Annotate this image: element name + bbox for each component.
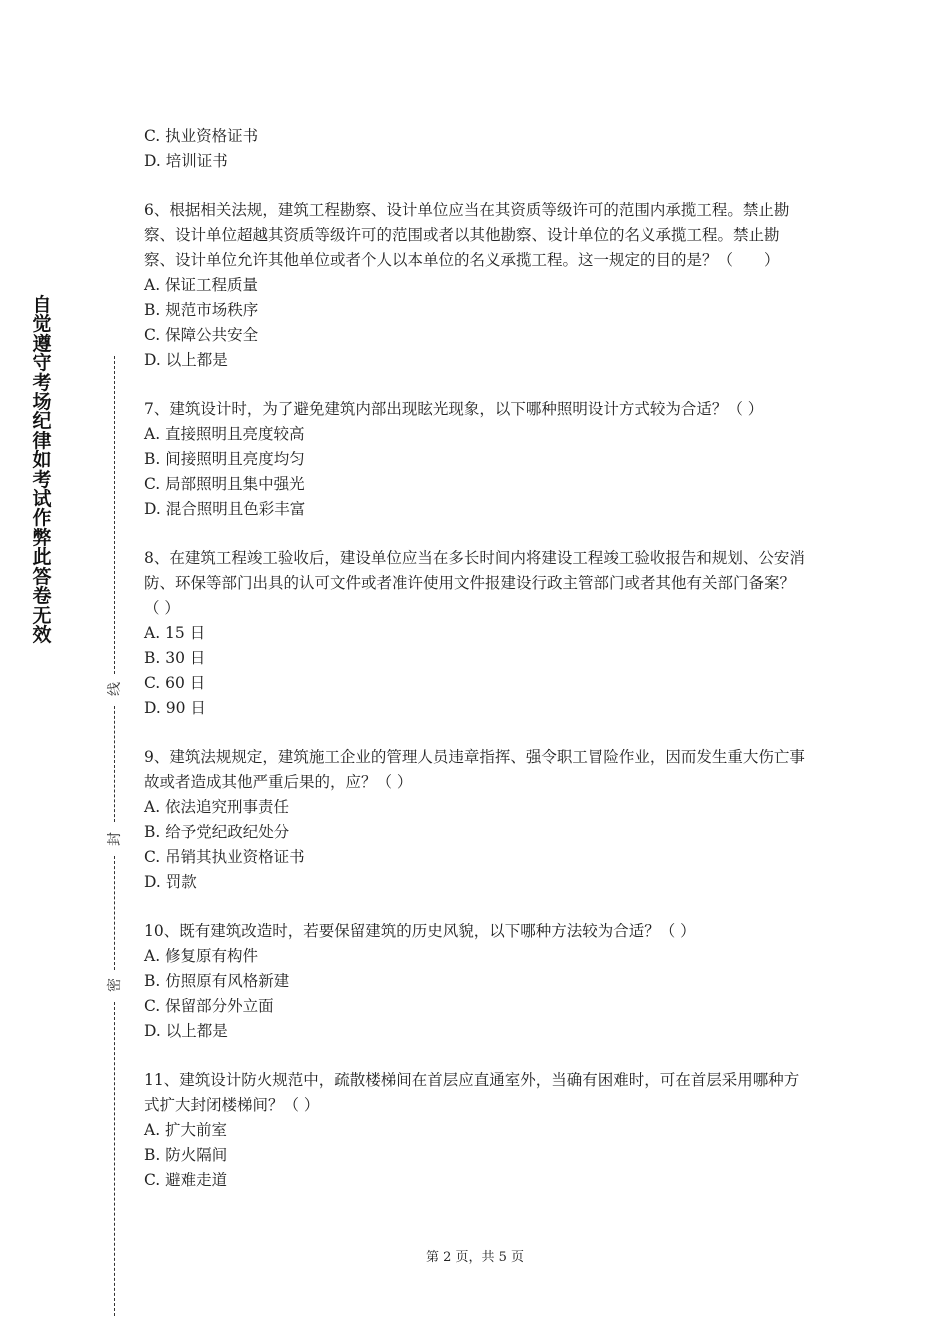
option: D. 培训证书 bbox=[144, 152, 228, 170]
question-7: 7、建筑设计时，为了避免建筑内部出现眩光现象，以下哪种照明设计方式较为合适？（ ） bbox=[144, 400, 764, 418]
binding-line-segment bbox=[114, 356, 115, 674]
option: B. 规范市场秩序 bbox=[144, 301, 259, 319]
option: D. 混合照明且色彩丰富 bbox=[144, 500, 306, 518]
option: B. 防火隔间 bbox=[144, 1146, 228, 1164]
option: C. 60 日 bbox=[144, 674, 206, 692]
binding-line-segment bbox=[114, 706, 115, 822]
page-number: 第 2 页，共 5 页 bbox=[425, 1250, 525, 1265]
question-11: 11、建筑设计防火规范中，疏散楼梯间在首层应直通室外，当确有困难时，可在首层采用哪种方式扩大封闭楼梯间？（ ） bbox=[144, 1071, 800, 1114]
option: A. 保证工程质量 bbox=[144, 276, 259, 294]
option: A. 扩大前室 bbox=[144, 1121, 228, 1139]
exam-discipline-notice: 自觉遵守考场纪律如考试作弊此答卷无效 bbox=[32, 294, 52, 646]
binding-line-segment bbox=[114, 856, 115, 970]
option: A. 依法追究刑事责任 bbox=[144, 798, 290, 816]
option: A. 直接照明且亮度较高 bbox=[144, 425, 305, 443]
option: D. 90 日 bbox=[144, 699, 206, 717]
question-8: 8、在建筑工程竣工验收后，建设单位应当在多长时间内将建设工程竣工验收报告和规划、公安消防、环保等部门出具的认可文件或者准许使用文件报建设行政主管部门或者其他有关部门备案？（ ） bbox=[144, 549, 805, 617]
option: B. 仿照原有风格新建 bbox=[144, 972, 290, 990]
question-6: 6、根据相关法规，建筑工程勘察、设计单位应当在其资质等级许可的范围内承揽工程。禁止勘察、设计单位超越其资质等级许可的范围或者以其他勘察、设计单位的名义承揽工程。禁止勘察、设计单位允许其他单位或者个人以本单位的名义承揽工程。这一规定的目的是？（ ） bbox=[144, 201, 790, 269]
option: C. 吊销其执业资格证书 bbox=[144, 848, 305, 866]
option: C. 保障公共安全 bbox=[144, 326, 259, 344]
option: D. 以上都是 bbox=[144, 1022, 228, 1040]
option: D. 以上都是 bbox=[144, 351, 228, 369]
question-10: 10、既有建筑改造时，若要保留建筑的历史风貌，以下哪种方法较为合适？（ ） bbox=[144, 922, 696, 940]
option: C. 保留部分外立面 bbox=[144, 997, 274, 1015]
option: B. 间接照明且亮度均匀 bbox=[144, 450, 305, 468]
option: B. 30 日 bbox=[144, 649, 206, 667]
option: D. 罚款 bbox=[144, 873, 197, 891]
option: A. 15 日 bbox=[144, 624, 206, 642]
binding-line-segment bbox=[114, 1002, 115, 1316]
option: C. 执业资格证书 bbox=[144, 127, 259, 145]
question-list bbox=[144, 124, 810, 1193]
binding-mark-seal: 封 bbox=[107, 832, 123, 846]
option: C. 避难走道 bbox=[144, 1171, 228, 1189]
option: B. 给予党纪政纪处分 bbox=[144, 823, 290, 841]
binding-mark-sealed: 密 bbox=[107, 978, 123, 992]
question-9: 9、建筑法规规定，建筑施工企业的管理人员违章指挥、强令职工冒险作业，因而发生重大伤亡事故或者造成其他严重后果的，应？（ ） bbox=[144, 748, 805, 791]
binding-mark-line: 线 bbox=[107, 682, 123, 696]
option: A. 修复原有构件 bbox=[144, 947, 259, 965]
option: C. 局部照明且集中强光 bbox=[144, 475, 305, 493]
